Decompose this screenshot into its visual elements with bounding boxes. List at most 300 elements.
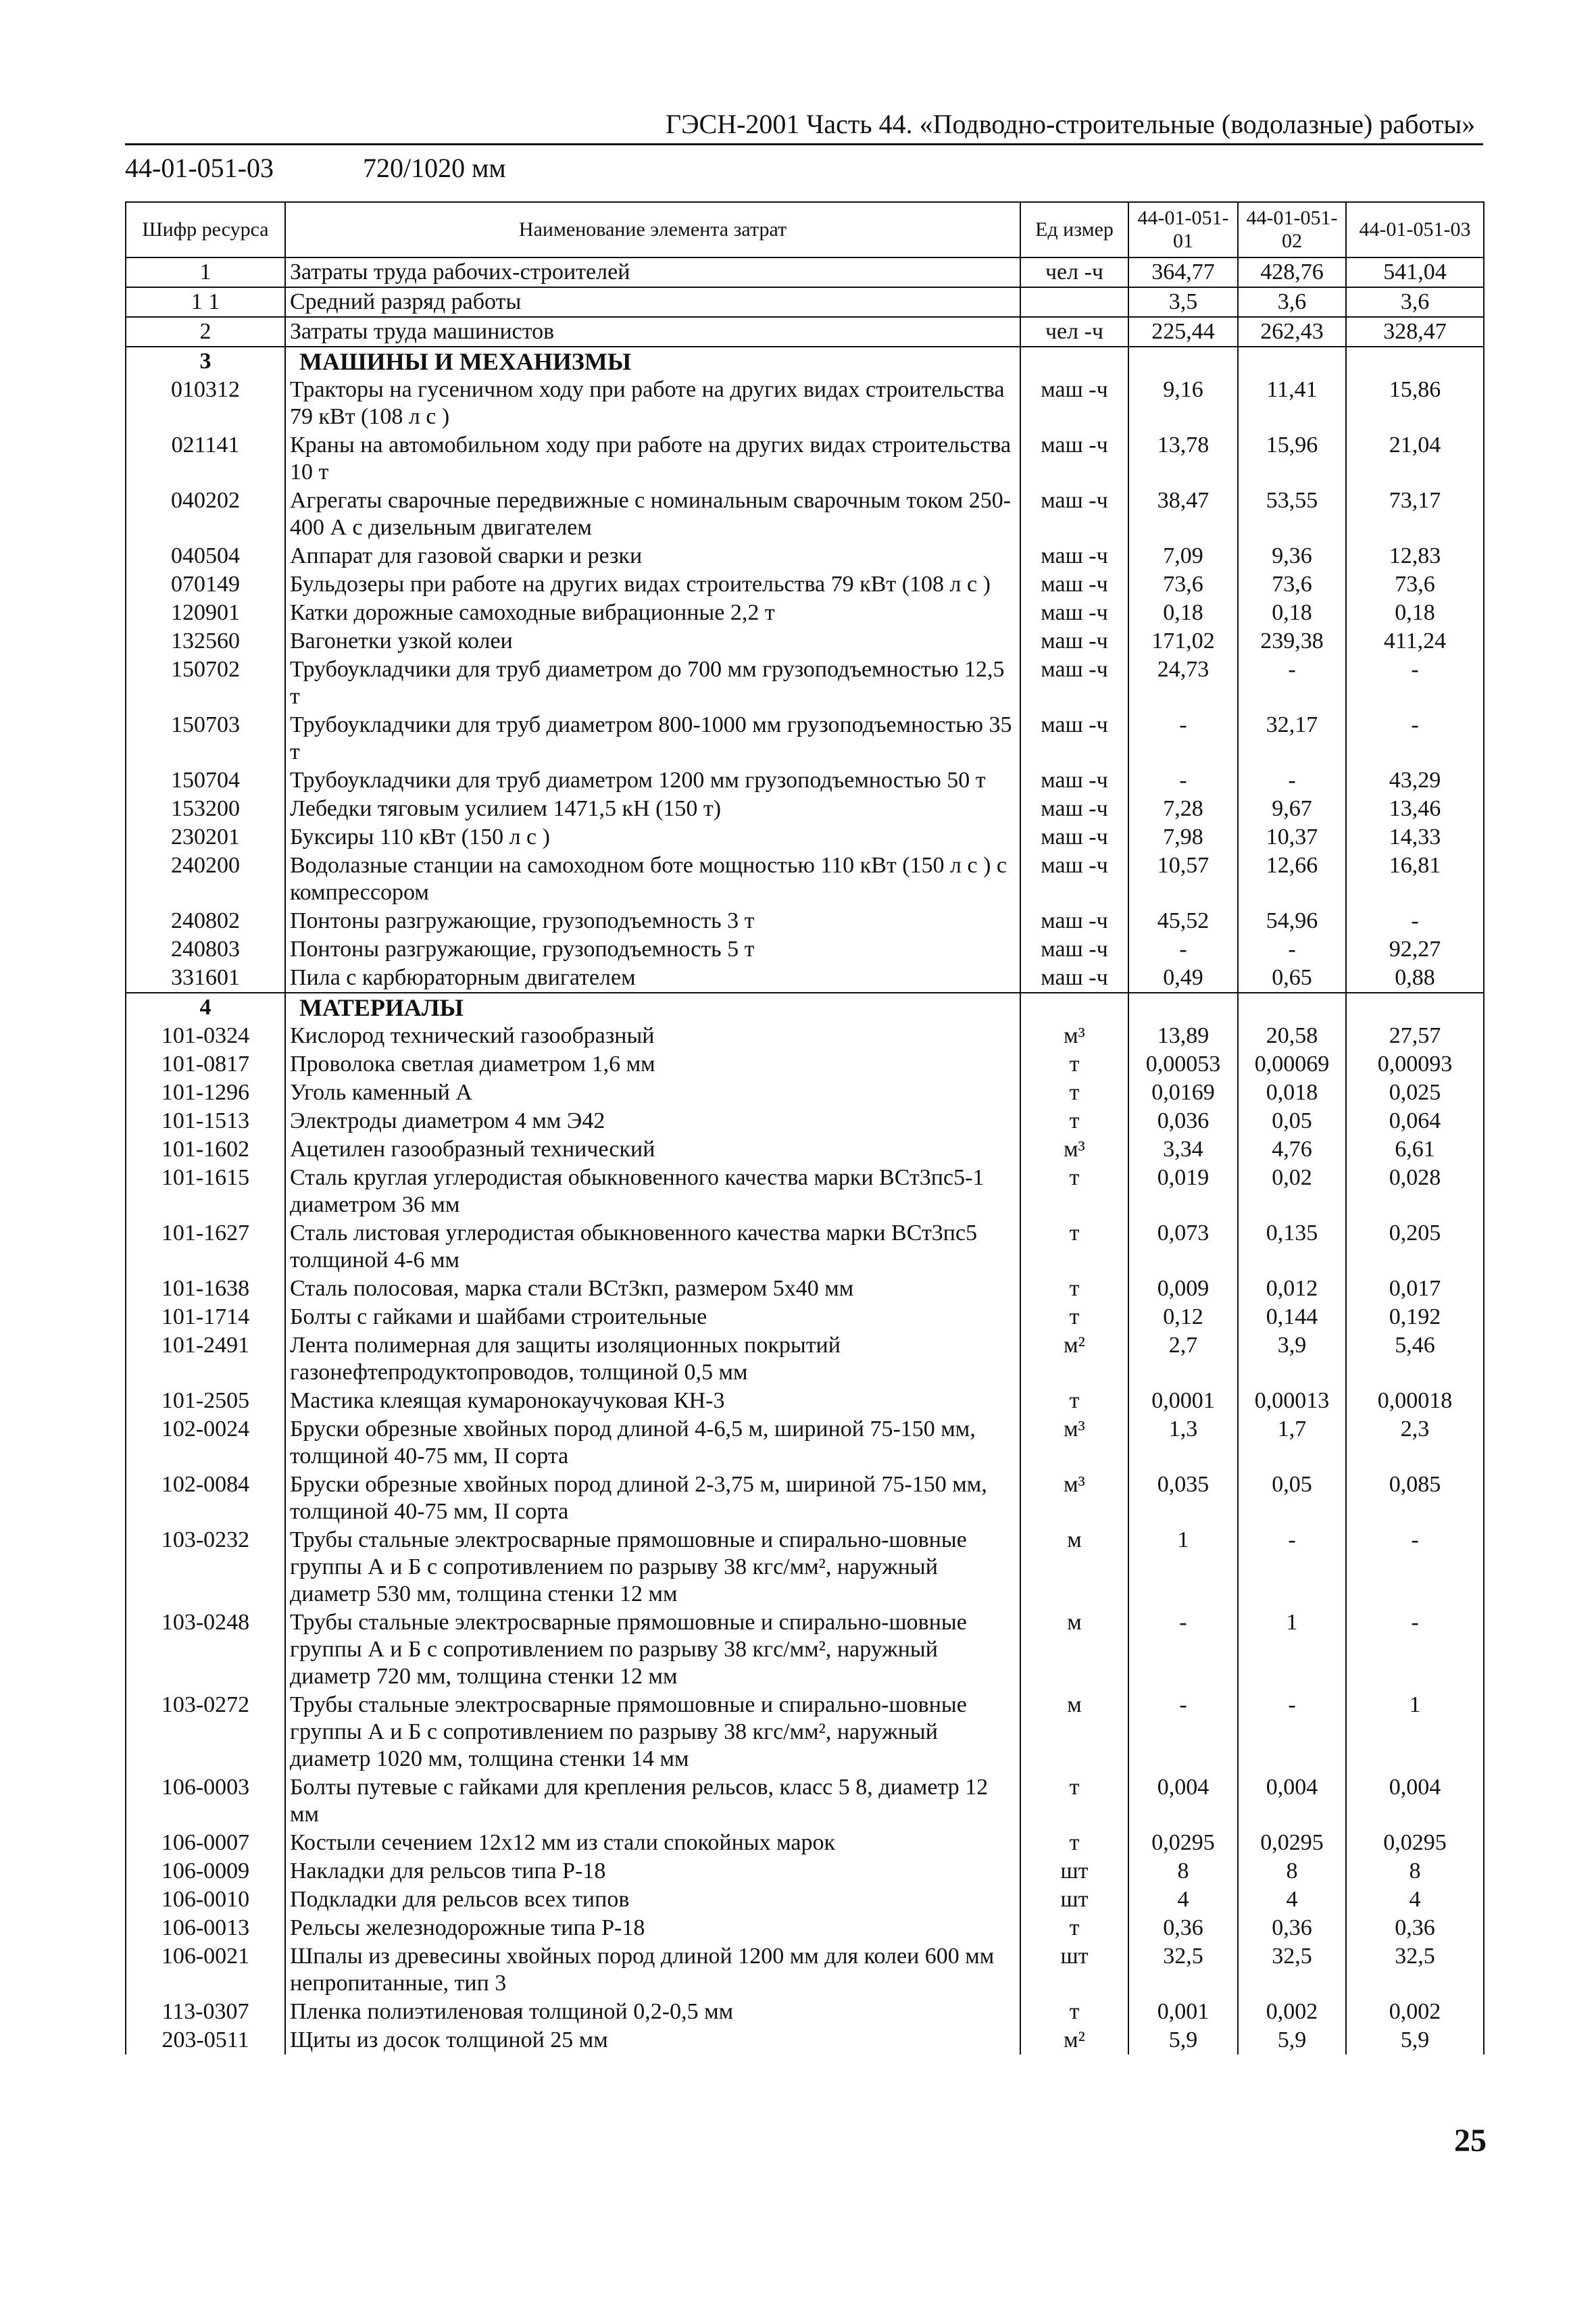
table-row [126,287,1484,317]
row-unit: маш -ч [1020,599,1128,627]
row-value-3: 0,00093 [1346,1050,1484,1079]
row-code: 4 [126,993,285,1022]
row-name: Лебедки тяговым усилием 1471,5 кН (150 т) [285,795,1020,823]
row-value-2: 0,135 [1238,1219,1346,1275]
row-unit: маш -ч [1020,487,1128,542]
row-value-1: 13,89 [1128,1022,1238,1050]
row-value-2: 0,00013 [1238,1387,1346,1415]
row-code: 106-0013 [126,1914,285,1942]
row-code: 101-1602 [126,1135,285,1164]
row-value-2: 428,76 [1238,257,1346,287]
row-value-1: 38,47 [1128,487,1238,542]
row-unit: шт [1020,1942,1128,1998]
row-unit: т [1020,1914,1128,1942]
row-value-2: - [1238,766,1346,795]
row-unit: маш -ч [1020,627,1128,656]
row-value-1: - [1128,935,1238,964]
row-code: 331601 [126,964,285,993]
row-unit: маш -ч [1020,431,1128,487]
table-row [126,1079,1484,1107]
row-value-3: 0,085 [1346,1471,1484,1526]
row-value-3: 0,205 [1346,1219,1484,1275]
row-value-1: 5,9 [1128,2026,1238,2054]
row-value-2: 4,76 [1238,1135,1346,1164]
row-value-3: 0,192 [1346,1303,1484,1331]
row-name: Щиты из досок толщиной 25 мм [285,2026,1020,2054]
row-unit: т [1020,1107,1128,1135]
row-value-3: 73,6 [1346,570,1484,599]
table-row [126,2026,1484,2054]
row-name: Трубоукладчики для труб диаметром 800-1000 мм грузоподъемностью 35 т [285,711,1020,766]
row-value-1: 7,28 [1128,795,1238,823]
table-row [126,1022,1484,1050]
row-name: Бруски обрезные хвойных пород длиной 2-3,75 м, шириной 75-150 мм, толщиной 40-75 мм, II сорта [285,1471,1020,1526]
row-unit: маш -ч [1020,766,1128,795]
row-value-2: 262,43 [1238,317,1346,347]
row-value-1: 45,52 [1128,907,1238,935]
row-code: 101-1615 [126,1164,285,1219]
row-value-1: 10,57 [1128,852,1238,907]
row-unit: маш -ч [1020,964,1128,993]
row-value-3: 411,24 [1346,627,1484,656]
row-unit: т [1020,1773,1128,1829]
row-name: Костыли сечением 12х12 мм из стали спокойных марок [285,1829,1020,1857]
row-value-1: 0,009 [1128,1275,1238,1303]
row-name: Краны на автомобильном ходу при работе на других видах строительства 10 т [285,431,1020,487]
row-value-3: 0,025 [1346,1079,1484,1107]
table-row [126,1219,1484,1275]
row-name: Агрегаты сварочные передвижные с номинальным сварочным током 250-400 А с дизельным двигателем [285,487,1020,542]
table-row [126,711,1484,766]
row-unit: т [1020,1829,1128,1857]
row-unit: т [1020,1079,1128,1107]
row-value-2: 0,012 [1238,1275,1346,1303]
header-rule [125,143,1483,145]
row-code: 101-2491 [126,1331,285,1387]
row-value-1: 0,0295 [1128,1829,1238,1857]
table-row [126,1857,1484,1886]
row-code: 1 1 [126,287,285,317]
row-value-3: 16,81 [1346,852,1484,907]
column-header-name: Наименование элемента затрат [285,202,1020,257]
row-value-3: 6,61 [1346,1135,1484,1164]
row-value-3: 21,04 [1346,431,1484,487]
row-value-1: 7,09 [1128,542,1238,570]
row-name: Шпалы из древесины хвойных пород длиной 1200 мм для колеи 600 мм непропитанные, тип 3 [285,1942,1020,1998]
row-code: 240802 [126,907,285,935]
row-unit: м³ [1020,1135,1128,1164]
row-value-3: 43,29 [1346,766,1484,795]
row-unit: т [1020,1164,1128,1219]
row-unit: маш -ч [1020,376,1128,431]
row-value-1: 13,78 [1128,431,1238,487]
row-value-3: 328,47 [1346,317,1484,347]
row-code: 2 [126,317,285,347]
row-unit: м² [1020,2026,1128,2054]
row-name: Сталь круглая углеродистая обыкновенного качества марки ВСт3пс5-1 диаметром 36 мм [285,1164,1020,1219]
row-name: Лента полимерная для защиты изоляционных покрытий газонефтепродуктопроводов, толщиной 0,5 мм [285,1331,1020,1387]
row-unit: маш -ч [1020,823,1128,852]
row-value-1: 32,5 [1128,1942,1238,1998]
document-header-title: ГЭСН-2001 Часть 44. «Подводно-строительные (водолазные) работы» [666,109,1476,139]
row-name: Катки дорожные самоходные вибрационные 2,2 т [285,599,1020,627]
row-code: 103-0232 [126,1526,285,1608]
row-value-3: 0,36 [1346,1914,1484,1942]
row-name: Подкладки для рельсов всех типов [285,1886,1020,1914]
row-code: 101-1638 [126,1275,285,1303]
row-code: 101-1627 [126,1219,285,1275]
table-row [126,431,1484,487]
resource-table [125,201,1485,2054]
row-value-3: 2,3 [1346,1415,1484,1471]
page-number: 25 [1454,2123,1487,2159]
row-value-3: 13,46 [1346,795,1484,823]
row-name: Сталь листовая углеродистая обыкновенного качества марки ВСт3пс5 толщиной 4-6 мм [285,1219,1020,1275]
section-row [126,347,1484,376]
row-name: Болты путевые с гайками для крепления рельсов, класс 5 8, диаметр 12 мм [285,1773,1020,1829]
row-value-3: 73,17 [1346,487,1484,542]
row-value-3: 0,064 [1346,1107,1484,1135]
row-unit: маш -ч [1020,656,1128,711]
row-value-2: 0,02 [1238,1164,1346,1219]
row-value-2: 73,6 [1238,570,1346,599]
row-unit: маш -ч [1020,711,1128,766]
row-value-1: 0,073 [1128,1219,1238,1275]
table-row [126,1331,1484,1387]
row-value-2: 9,36 [1238,542,1346,570]
table-row [126,1691,1484,1773]
row-code: 101-1296 [126,1079,285,1107]
table-row [126,487,1484,542]
row-value-2 [1238,347,1346,376]
row-value-1: 4 [1128,1886,1238,1914]
row-code: 040202 [126,487,285,542]
row-value-2: 32,17 [1238,711,1346,766]
row-value-1: 0,36 [1128,1914,1238,1942]
row-value-1: 0,0169 [1128,1079,1238,1107]
row-value-2: 0,65 [1238,964,1346,993]
row-name: Трубоукладчики для труб диаметром 1200 мм грузоподъемностью 50 т [285,766,1020,795]
table-row [126,766,1484,795]
table-row [126,627,1484,656]
row-value-1: 1,3 [1128,1415,1238,1471]
table-row [126,656,1484,711]
table-row [126,1275,1484,1303]
row-code: 150703 [126,711,285,766]
row-code: 101-0817 [126,1050,285,1079]
row-value-3: - [1346,907,1484,935]
row-value-2: 239,38 [1238,627,1346,656]
table-row [126,795,1484,823]
row-code: 106-0007 [126,1829,285,1857]
row-code: 3 [126,347,285,376]
row-code: 102-0024 [126,1415,285,1471]
row-value-3: 0,00018 [1346,1387,1484,1415]
table-row [126,1050,1484,1079]
row-value-2: 3,9 [1238,1331,1346,1387]
row-unit: м³ [1020,1415,1128,1471]
row-unit: шт [1020,1857,1128,1886]
row-value-1: 171,02 [1128,627,1238,656]
row-value-2: - [1238,1691,1346,1773]
row-unit: т [1020,1050,1128,1079]
row-name: Аппарат для газовой сварки и резки [285,542,1020,570]
row-value-3: 32,5 [1346,1942,1484,1998]
row-value-3: 1 [1346,1691,1484,1773]
row-unit: шт [1020,1886,1128,1914]
row-value-2: - [1238,935,1346,964]
row-value-1: 0,49 [1128,964,1238,993]
row-value-2: 0,00069 [1238,1050,1346,1079]
row-value-3: 0,017 [1346,1275,1484,1303]
section-row [126,993,1484,1022]
row-code: 153200 [126,795,285,823]
row-code: 132560 [126,627,285,656]
table-header-row [126,202,1484,257]
row-value-2: 11,41 [1238,376,1346,431]
column-header-code: Шифр ресурса [126,202,285,257]
row-unit [1020,287,1128,317]
row-code: 150704 [126,766,285,795]
row-unit [1020,347,1128,376]
row-value-1: 0,00053 [1128,1050,1238,1079]
table-row [126,599,1484,627]
row-name: Ацетилен газообразный технический [285,1135,1020,1164]
table-row [126,257,1484,287]
row-code: 113-0307 [126,1998,285,2026]
row-value-2: 0,004 [1238,1773,1346,1829]
row-code: 021141 [126,431,285,487]
row-name: Средний разряд работы [285,287,1020,317]
table-row [126,542,1484,570]
table-row [126,1135,1484,1164]
table-row [126,1829,1484,1857]
row-value-3: 5,46 [1346,1331,1484,1387]
row-value-3: 92,27 [1346,935,1484,964]
row-code: 101-0324 [126,1022,285,1050]
row-value-1: 9,16 [1128,376,1238,431]
row-code: 103-0248 [126,1608,285,1691]
pipe-diameter: 720/1020 мм [363,153,506,183]
table-row [126,1107,1484,1135]
row-name: Проволока светлая диаметром 1,6 мм [285,1050,1020,1079]
row-value-3: 14,33 [1346,823,1484,852]
row-name: МАТЕРИАЛЫ [285,993,1020,1022]
row-code: 203-0511 [126,2026,285,2054]
row-value-2: 0,05 [1238,1107,1346,1135]
row-name: Трубоукладчики для труб диаметром до 700 мм грузоподъемностью 12,5 т [285,656,1020,711]
row-value-3: 27,57 [1346,1022,1484,1050]
row-name: Вагонетки узкой колеи [285,627,1020,656]
row-value-1: 3,34 [1128,1135,1238,1164]
row-value-2: 53,55 [1238,487,1346,542]
row-code: 240200 [126,852,285,907]
table-row [126,1164,1484,1219]
row-name: Затраты труда машинистов [285,317,1020,347]
row-value-3: - [1346,1608,1484,1691]
row-unit: т [1020,1219,1128,1275]
row-unit: т [1020,1303,1128,1331]
row-value-3: 4 [1346,1886,1484,1914]
table-row [126,823,1484,852]
row-value-3: 0,004 [1346,1773,1484,1829]
row-value-1: - [1128,1608,1238,1691]
row-name: Бруски обрезные хвойных пород длиной 4-6,5 м, шириной 75-150 мм, толщиной 40-75 мм, II сорта [285,1415,1020,1471]
row-unit: маш -ч [1020,852,1128,907]
row-value-1: 0,001 [1128,1998,1238,2026]
row-unit: маш -ч [1020,795,1128,823]
row-name: Понтоны разгружающие, грузоподъемность 3 т [285,907,1020,935]
row-unit: т [1020,1998,1128,2026]
table-row [126,907,1484,935]
column-header-norm-3: 44-01-051-03 [1346,202,1484,257]
row-value-2: 20,58 [1238,1022,1346,1050]
row-unit: маш -ч [1020,907,1128,935]
row-name: Пленка полиэтиленовая толщиной 0,2-0,5 мм [285,1998,1020,2026]
row-code: 101-2505 [126,1387,285,1415]
row-unit: м [1020,1526,1128,1608]
row-name: Мастика клеящая кумаронокаучуковая КН-3 [285,1387,1020,1415]
table-row [126,1303,1484,1331]
row-value-3: 0,0295 [1346,1829,1484,1857]
row-name: Тракторы на гусеничном ходу при работе на других видах строительства 79 кВт (108 л с ) [285,376,1020,431]
row-name: Водолазные станции на самоходном боте мощностью 110 кВт (150 л с ) с компрессором [285,852,1020,907]
row-value-2: 54,96 [1238,907,1346,935]
column-header-norm-2: 44-01-051-02 [1238,202,1346,257]
row-value-1: - [1128,1691,1238,1773]
row-code: 106-0003 [126,1773,285,1829]
row-value-2: 32,5 [1238,1942,1346,1998]
row-value-2: 15,96 [1238,431,1346,487]
table-body [126,257,1484,2054]
row-code: 230201 [126,823,285,852]
row-value-1: 1 [1128,1526,1238,1608]
row-code: 102-0084 [126,1471,285,1526]
row-value-1: 2,7 [1128,1331,1238,1387]
table-row [126,1998,1484,2026]
row-value-3: - [1346,1526,1484,1608]
table-code: 44-01-051-03 [125,153,274,183]
table-row [126,1942,1484,1998]
row-value-1: 24,73 [1128,656,1238,711]
row-value-1: 7,98 [1128,823,1238,852]
table-row [126,935,1484,964]
row-unit: м [1020,1691,1128,1773]
row-unit: м² [1020,1331,1128,1387]
row-code: 1 [126,257,285,287]
row-value-3: 3,6 [1346,287,1484,317]
row-name: Понтоны разгружающие, грузоподъемность 5 т [285,935,1020,964]
row-value-1: 3,5 [1128,287,1238,317]
row-value-3: 12,83 [1346,542,1484,570]
table-row [126,376,1484,431]
row-unit: м [1020,1608,1128,1691]
row-name: МАШИНЫ И МЕХАНИЗМЫ [285,347,1020,376]
row-name: Трубы стальные электросварные прямошовные и спирально-шовные группы А и Б с сопротивлением по разрыву 38 кгс/мм², наружный диаметр 720 мм, толщина стенки 12 мм [285,1608,1020,1691]
row-value-3: 0,002 [1346,1998,1484,2026]
table-row [126,964,1484,993]
table-row [126,1471,1484,1526]
row-code: 106-0010 [126,1886,285,1914]
row-unit: маш -ч [1020,570,1128,599]
row-value-3: - [1346,711,1484,766]
row-value-2: 0,36 [1238,1914,1346,1942]
row-value-2: - [1238,1526,1346,1608]
row-name: Накладки для рельсов типа Р-18 [285,1857,1020,1886]
row-code: 106-0021 [126,1942,285,1998]
row-value-1: 8 [1128,1857,1238,1886]
row-code: 150702 [126,656,285,711]
row-value-2: 8 [1238,1857,1346,1886]
row-unit: чел -ч [1020,257,1128,287]
row-value-2: 3,6 [1238,287,1346,317]
row-value-3: 0,18 [1346,599,1484,627]
row-value-1 [1128,347,1238,376]
row-value-1: 0,035 [1128,1471,1238,1526]
table-row [126,570,1484,599]
row-value-3: 541,04 [1346,257,1484,287]
row-unit: т [1020,1275,1128,1303]
table-row [126,1914,1484,1942]
row-code: 103-0272 [126,1691,285,1773]
row-code: 101-1714 [126,1303,285,1331]
row-value-1: 73,6 [1128,570,1238,599]
row-value-3: 5,9 [1346,2026,1484,2054]
row-value-2: 0,002 [1238,1998,1346,2026]
row-value-1 [1128,993,1238,1022]
row-value-2: 0,05 [1238,1471,1346,1526]
column-header-unit: Ед измер [1020,202,1128,257]
row-value-3 [1346,347,1484,376]
row-value-3: 0,028 [1346,1164,1484,1219]
row-name: Электроды диаметром 4 мм Э42 [285,1107,1020,1135]
row-value-2: - [1238,656,1346,711]
row-value-2: 12,66 [1238,852,1346,907]
row-value-2: 0,018 [1238,1079,1346,1107]
row-value-3: 0,88 [1346,964,1484,993]
row-name: Трубы стальные электросварные прямошовные и спирально-шовные группы А и Б с сопротивлением по разрыву 38 кгс/мм², наружный диаметр 1020 мм, толщина стенки 14 мм [285,1691,1020,1773]
row-value-2: 5,9 [1238,2026,1346,2054]
row-code: 010312 [126,376,285,431]
row-value-3 [1346,993,1484,1022]
row-value-1: 364,77 [1128,257,1238,287]
row-value-1: - [1128,711,1238,766]
row-name: Уголь каменный А [285,1079,1020,1107]
row-unit: маш -ч [1020,935,1128,964]
row-name: Кислород технический газообразный [285,1022,1020,1050]
row-value-2: 0,18 [1238,599,1346,627]
row-code: 120901 [126,599,285,627]
row-name: Затраты труда рабочих-строителей [285,257,1020,287]
row-unit [1020,993,1128,1022]
row-value-2: 0,0295 [1238,1829,1346,1857]
row-unit: т [1020,1387,1128,1415]
table-row [126,1608,1484,1691]
table-row [126,1387,1484,1415]
row-name: Рельсы железнодорожные типа Р-18 [285,1914,1020,1942]
row-value-1: 0,004 [1128,1773,1238,1829]
row-value-2: 1 [1238,1608,1346,1691]
row-value-1: 225,44 [1128,317,1238,347]
table-row [126,317,1484,347]
row-value-3: 8 [1346,1857,1484,1886]
table-row [126,1886,1484,1914]
table-row [126,1773,1484,1829]
row-value-2 [1238,993,1346,1022]
row-unit: м³ [1020,1022,1128,1050]
row-value-1: 0,12 [1128,1303,1238,1331]
table-row [126,852,1484,907]
